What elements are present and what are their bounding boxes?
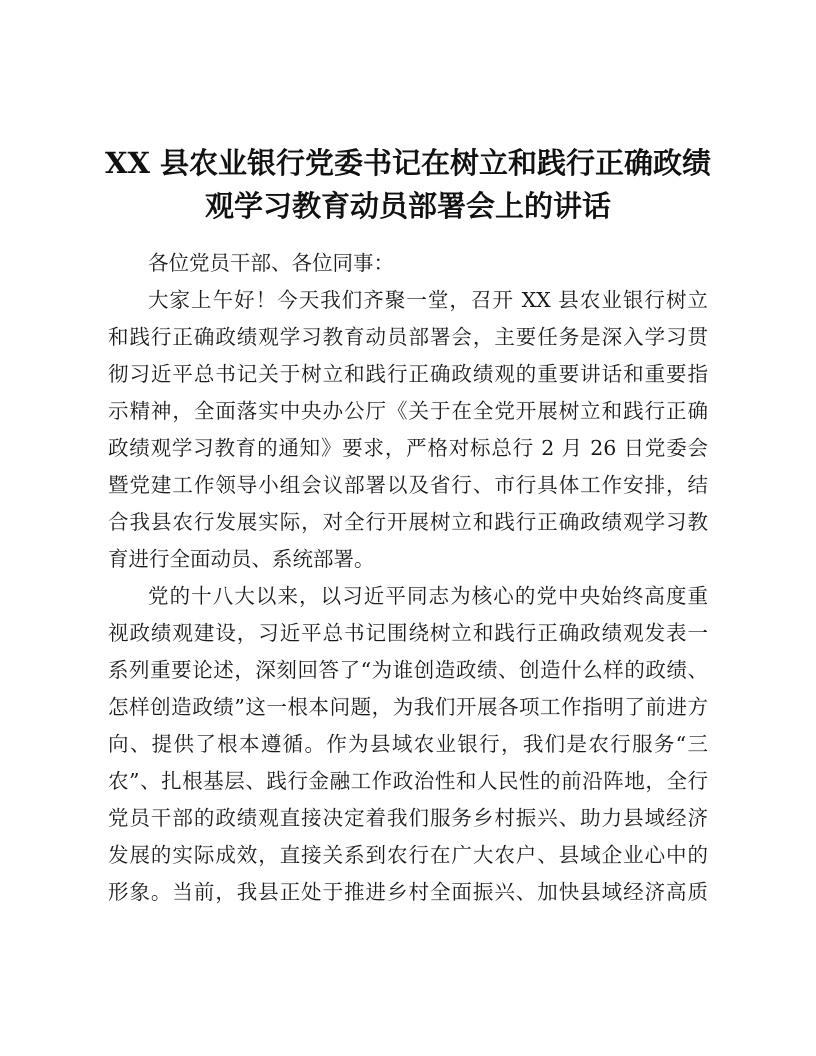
body-line: 示精神，全面落实中央办公厅《关于在全党开展树立和践行正确 xyxy=(108,399,708,423)
document-title-line-2: 观学习教育动员部署会上的讲话 xyxy=(204,189,611,223)
body-line: 大家上午好！今天我们齐聚一堂，召开 XX 县农业银行树立 xyxy=(148,288,708,312)
salutation: 各位党员干部、各位同事： xyxy=(148,251,394,275)
body-line: 向、提供了根本遵循。作为县域农业银行，我们是农行服务“三 xyxy=(108,732,708,756)
body-line: 合我县农行发展实际，对全行开展树立和践行正确政绩观学习教 xyxy=(108,510,708,534)
body-line: 政绩观学习教育的通知》要求，严格对标总行 2 月 26 日党委会 xyxy=(108,436,708,460)
body-line: 育进行全面动员、系统部署。 xyxy=(108,547,375,571)
document-title-line-1: XX 县农业银行党委书记在树立和践行正确政绩 xyxy=(104,146,712,180)
body-line: 视政绩观建设，习近平总书记围绕树立和践行正确政绩观发表一 xyxy=(108,621,708,645)
body-line: 党的十八大以来，以习近平同志为核心的党中央始终高度重 xyxy=(148,584,708,608)
body-line: 和践行正确政绩观学习教育动员部署会，主要任务是深入学习贯 xyxy=(108,325,708,349)
body-line: 发展的实际成效，直接关系到农行在广大农户、县域企业心中的 xyxy=(108,843,708,867)
body-line: 形象。当前，我县正处于推进乡村全面振兴、加快县域经济高质 xyxy=(108,880,708,904)
body-line: 彻习近平总书记关于树立和践行正确政绩观的重要讲话和重要指 xyxy=(108,362,708,386)
body-line: 暨党建工作领导小组会议部署以及省行、市行具体工作安排，结 xyxy=(108,473,708,497)
body-line: 怎样创造政绩”这一根本问题，为我们开展各项工作指明了前进方 xyxy=(108,695,708,719)
body-line: 党员干部的政绩观直接决定着我们服务乡村振兴、助力县域经济 xyxy=(108,806,708,830)
body-line: 系列重要论述，深刻回答了“为谁创造政绩、创造什么样的政绩、 xyxy=(108,658,708,682)
body-line: 农”、扎根基层、践行金融工作政治性和人民性的前沿阵地，全行 xyxy=(108,769,708,793)
